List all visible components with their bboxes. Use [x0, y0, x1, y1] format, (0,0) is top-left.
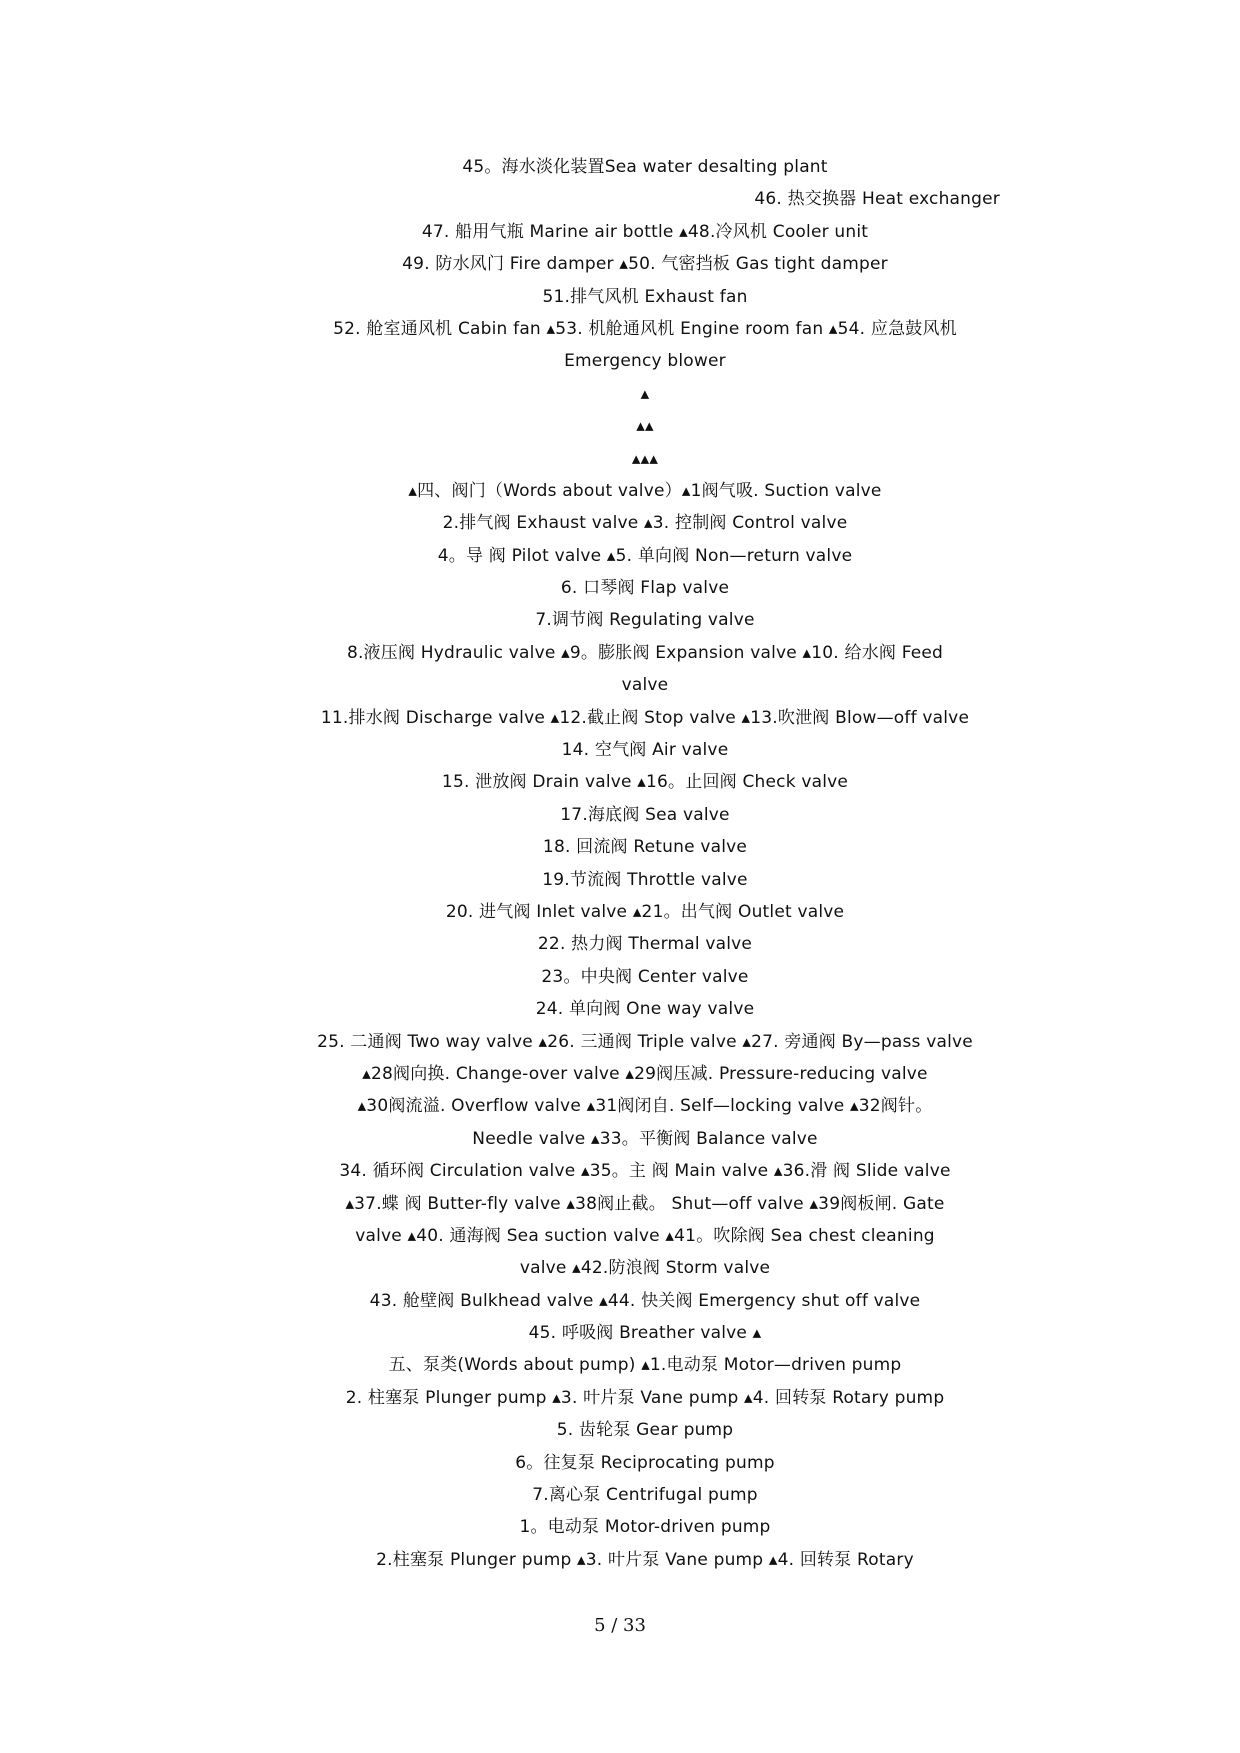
text-line: valve ▴42.防浪阀 Storm valve — [519, 1258, 771, 1279]
text-line: 2. 柱塞泵 Plunger pump ▴3. 叶片泵 Vane pump ▴4. 回转泵 Rotary pump — [345, 1387, 945, 1408]
text-line: Emergency blower — [564, 351, 726, 372]
text-line: 6。往复泵 Reciprocating pump — [515, 1452, 775, 1473]
text-line: 52. 舱室通风机 Cabin fan ▴53. 机舱通风机 Engine room fan ▴54. 应急鼓风机 — [333, 318, 957, 339]
triangle-marker: ▴ — [640, 383, 650, 404]
text-line: 2.排气阀 Exhaust valve ▴3. 控制阀 Control valve — [442, 513, 848, 534]
glossary-text — [250, 151, 1040, 1576]
text-line: 51.排气风机 Exhaust fan — [542, 286, 748, 307]
text-line: 43. 舱壁阀 Bulkhead valve ▴44. 快关阀 Emergency shut off valve — [369, 1290, 921, 1311]
text-line: 7.离心泵 Centrifugal pump — [532, 1485, 758, 1506]
text-line: ▴30阀流溢. Overflow valve ▴31阀闭自. Self—locking valve ▴32阀针。 — [357, 1096, 933, 1117]
page-number: 5 / 33 — [594, 1615, 646, 1636]
section-heading-valves: ▴四、阀门（Words about valve）▴1阀气吸. Suction valve — [408, 480, 882, 501]
text-line: valve ▴40. 通海阀 Sea suction valve ▴41。吹除阀 Sea chest cleaning — [355, 1225, 935, 1246]
text-line: ▴37.蝶 阀 Butter-fly valve ▴38阀止截。 Shut—off valve ▴39阀板闸. Gate — [345, 1193, 945, 1214]
section-heading-pumps: 五、泵类(Words about pump) ▴1.电动泵 Motor—driven pump — [388, 1355, 902, 1376]
text-line: 15. 泄放阀 Drain valve ▴16。止回阀 Check valve — [441, 772, 849, 793]
text-line: valve — [621, 675, 669, 696]
text-line: 8.液压阀 Hydraulic valve ▴9。膨胀阀 Expansion valve ▴10. 给水阀 Feed — [346, 642, 944, 663]
text-line: 1。电动泵 Motor-driven pump — [519, 1517, 771, 1538]
text-line: 14. 空气阀 Air valve — [561, 740, 729, 761]
triangle-marker: ▴▴▴ — [631, 448, 659, 469]
text-line: ▴28阀向换. Change-over valve ▴29阀压减. Pressure-reducing valve — [362, 1063, 928, 1084]
text-line: 49. 防水风门 Fire damper ▴50. 气密挡板 Gas tight damper — [402, 254, 888, 275]
text-line: 17.海底阀 Sea valve — [560, 804, 730, 825]
text-line: 45。海水淡化装置Sea water desalting plant — [462, 157, 828, 177]
text-line: 5. 齿轮泵 Gear pump — [556, 1420, 734, 1441]
text-line: 18. 回流阀 Retune valve — [542, 837, 748, 858]
text-line: 34. 循环阀 Circulation valve ▴35。主 阀 Main valve ▴36.滑 阀 Slide valve — [339, 1161, 951, 1182]
text-line: 22. 热力阀 Thermal valve — [537, 934, 753, 955]
text-line: 4。导 阀 Pilot valve ▴5. 单向阀 Non—return valve — [437, 545, 853, 566]
text-line: 7.调节阀 Regulating valve — [535, 610, 755, 631]
text-line: 24. 单向阀 One way valve — [535, 999, 755, 1020]
text-line: 46. 热交换器 Heat exchanger — [754, 189, 1000, 210]
text-line: 11.排水阀 Discharge valve ▴12.截止阀 Stop valve ▴13.吹泄阀 Blow—off valve — [320, 707, 970, 728]
text-line: 47. 船用气瓶 Marine air bottle ▴48.冷风机 Cooler unit — [421, 221, 869, 242]
text-line: 25. 二通阀 Two way valve ▴26. 三通阀 Triple valve ▴27. 旁通阀 By—pass valve — [317, 1031, 973, 1052]
text-line: Needle valve ▴33。平衡阀 Balance valve — [472, 1128, 818, 1149]
text-line: 19.节流阀 Throttle valve — [542, 869, 748, 890]
text-line: 2.柱塞泵 Plunger pump ▴3. 叶片泵 Vane pump ▴4. 回转泵 Rotary — [376, 1549, 914, 1570]
text-line: 23。中央阀 Center valve — [541, 966, 749, 987]
text-line: 6. 口琴阀 Flap valve — [560, 578, 730, 599]
text-line: 20. 进气阀 Inlet valve ▴21。出气阀 Outlet valve — [445, 901, 845, 922]
triangle-marker: ▴▴ — [636, 416, 654, 437]
text-line: 45. 呼吸阀 Breather valve ▴ — [528, 1323, 762, 1344]
